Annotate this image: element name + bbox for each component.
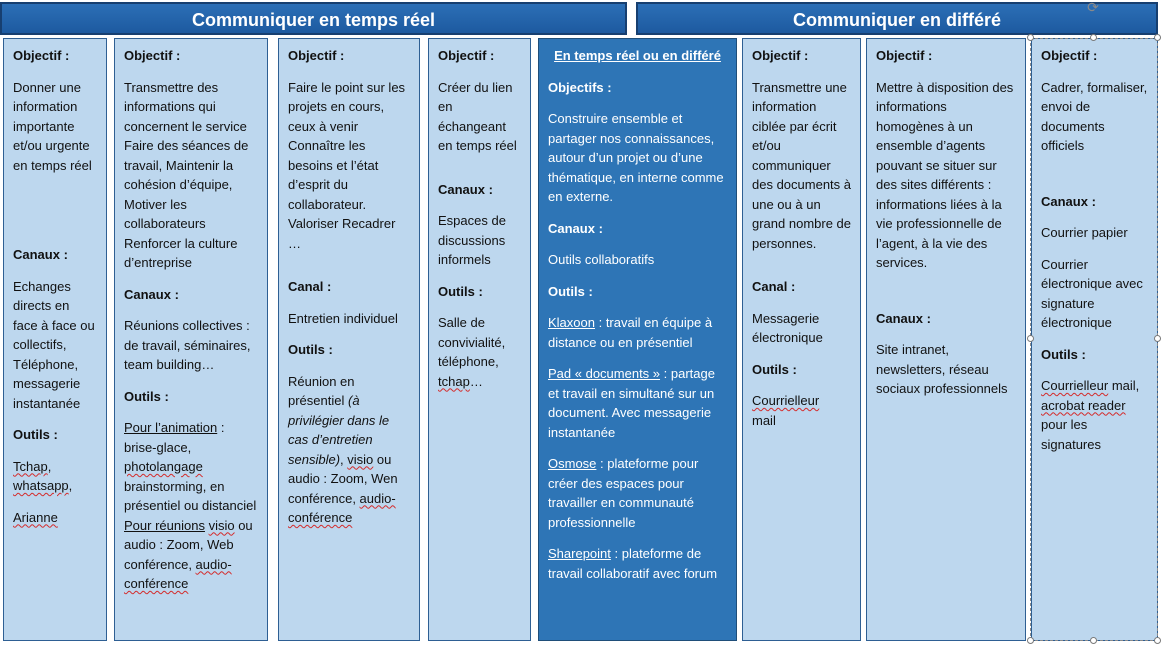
audio-conference-term: audio-conférence	[124, 556, 232, 591]
tool-pad	[548, 364, 727, 442]
resize-handle-top-left[interactable]	[1027, 34, 1034, 41]
klaxoon-text: : travail en équipe à distance ou en présentiel	[548, 315, 713, 350]
deferred-banner: Communiquer en différé	[636, 2, 1158, 35]
objective-text: Transmettre des informations qui concernent le service Faire des séances de travail, Maintenir la cohésion d’équipe, Motiver les collaborateurs Renforcer la culture d’entreprise	[124, 79, 249, 270]
tool-osmose	[548, 454, 727, 532]
tools-label: Outils :	[288, 342, 333, 357]
column-team-meetings	[114, 38, 268, 641]
tools-start: Réunion en présentiel	[288, 373, 355, 408]
acrobat-reader-term: acrobat reader	[1041, 397, 1126, 413]
channels-text: Réunions collectives : de travail, séminaires, team building…	[124, 318, 251, 372]
channels-electronic: Courrier électronique avec signature électronique	[1041, 256, 1143, 330]
channel-text: Entretien individuel	[288, 310, 398, 326]
resize-handle-top[interactable]	[1090, 34, 1097, 41]
channels-text: Outils collaboratifs	[548, 252, 655, 267]
objective-text: Donner une information importante et/ou urgente en temps réel	[13, 79, 92, 173]
tools-text	[752, 391, 851, 430]
objective-label: Objectif :	[13, 48, 70, 63]
tool-arianne: Arianne	[13, 509, 58, 525]
resize-handle-bottom[interactable]	[1090, 637, 1097, 644]
tool-whatsapp: whatsapp	[13, 478, 69, 493]
column-individual-interview	[278, 38, 420, 641]
objective-label: Objectif :	[876, 48, 933, 63]
resize-handle-bottom-left[interactable]	[1027, 637, 1034, 644]
channels-text: Echanges directs en face à face ou collectifs, Téléphone, messagerie instantanée	[13, 278, 95, 411]
visio-term: visio	[208, 517, 235, 533]
tools-label: Outils :	[124, 388, 169, 404]
animation-label: Pour l’animation	[124, 420, 218, 435]
tool-sharepoint	[548, 544, 727, 583]
tchap-term: tchap	[438, 373, 470, 389]
pad-text: : partage et travail en simultané sur un document. Avec messagerie instantanée	[548, 366, 715, 440]
rotate-handle-icon[interactable]: ⟳	[1087, 0, 1099, 15]
channels-text: Espaces de discussions informels	[438, 213, 506, 267]
objective-text: Faire le point sur les projets en cours, ceux à venir Connaître les besoins et l’état d’esprit du collaborateur. Valoriser Recadrer …	[288, 79, 406, 251]
objective-text: Créer du lien en échangeant en temps réel	[438, 79, 517, 153]
meetings-label: Pour réunions	[124, 517, 205, 533]
objective-label: Objectif :	[752, 48, 809, 63]
visio-term: visio	[347, 451, 374, 467]
tools-meetings	[124, 516, 258, 594]
tool-tchap: Tchap	[13, 458, 48, 474]
tools-label: Outils :	[1041, 346, 1086, 362]
tools-text	[438, 313, 521, 391]
column-collaborative	[538, 38, 737, 641]
separator: ,	[47, 458, 52, 474]
tools-label: Outils :	[752, 361, 797, 377]
tools-text	[1041, 376, 1148, 454]
channels-label: Canaux :	[438, 181, 493, 197]
channels-paper: Courrier papier	[1041, 225, 1128, 240]
channels-label: Canaux :	[13, 247, 68, 262]
tool-klaxoon	[548, 313, 727, 352]
animation-text: : brise-glace,	[124, 420, 225, 455]
column-intranet	[866, 38, 1026, 641]
klaxoon-name: Klaxoon	[548, 315, 595, 330]
channel-text: Messagerie électronique	[752, 310, 823, 345]
tools-animation	[124, 418, 258, 516]
objectives-label: Objectifs :	[548, 79, 612, 95]
tools-end: pour les signatures	[1041, 417, 1101, 452]
animation-tail: brainstorming, en présentiel ou distanciel	[124, 478, 257, 513]
resize-handle-right[interactable]	[1154, 335, 1161, 342]
tools-mid: ou audio : Zoom, Wen conférence,	[288, 451, 398, 506]
tools-italic-note: (à privilégier dans le cas d’entretien sensible)	[288, 393, 390, 467]
objective-text: Mettre à disposition des informations homogènes à un ensemble d’agents pouvant se situer sur des sites différents : informations liées à la vie professionnelle de l’agent, à la vie des services.	[876, 79, 1014, 270]
objectives-text: Construire ensemble et partager nos connaissances, autour d’un projet ou d’une thématique, en interne comme en externe.	[548, 111, 724, 204]
column-official-documents[interactable]	[1031, 38, 1158, 641]
resize-handle-left[interactable]	[1027, 335, 1034, 342]
osmose-text: : plateforme pour créer des espaces pour travailler en communauté professionnelle	[548, 456, 699, 530]
tools-label: Outils :	[13, 427, 58, 442]
separator: ,	[340, 451, 348, 467]
tools-mid: mail,	[1108, 378, 1140, 393]
objective-label: Objectif :	[438, 48, 495, 63]
column-informal-link	[428, 38, 531, 641]
channels-label: Canaux :	[1041, 193, 1096, 209]
objective-label: Objectif :	[1041, 48, 1098, 63]
pad-name: Pad « documents »	[548, 366, 661, 381]
channels-label: Canaux :	[876, 310, 931, 326]
tools-start: Salle de convivialité, téléphone,	[438, 315, 506, 369]
objective-text: Cadrer, formaliser, envoi de documents officiels	[1041, 79, 1148, 153]
realtime-banner: Communiquer en temps réel	[0, 2, 627, 35]
channels-label: Canaux :	[124, 286, 179, 302]
audio-conference-term: audio-conférence	[288, 490, 396, 525]
courrielleur-term: Courrielleur	[1041, 378, 1109, 393]
sharepoint-name: Sharepoint	[548, 546, 611, 561]
tools-text	[13, 457, 97, 496]
tools-label: Outils :	[438, 283, 483, 299]
tools-text	[288, 372, 410, 528]
objective-label: Objectif :	[288, 48, 345, 63]
column-realtime-urgent	[3, 38, 107, 641]
meetings-text: ou audio : Zoom, Web conférence,	[124, 517, 253, 572]
tools-label: Outils :	[548, 283, 593, 299]
channels-text: Site intranet, newsletters, réseau sociaux professionnels	[876, 342, 1008, 396]
collaborative-heading: En temps réel ou en différé	[554, 48, 721, 63]
separator: ,	[68, 478, 73, 493]
osmose-name: Osmose	[548, 456, 597, 471]
tools-rest: mail	[752, 412, 776, 428]
photolangage-term: photolangage	[124, 459, 203, 474]
channel-label: Canal :	[752, 279, 796, 294]
courrielleur-term: Courrielleur	[752, 393, 820, 408]
objective-label: Objectif :	[124, 48, 181, 63]
channels-label: Canaux :	[548, 220, 603, 236]
objective-text: Transmettre une information ciblée par écrit et/ou communiquer des documents à une ou à un grand nombre de personnes.	[752, 79, 852, 251]
column-email	[742, 38, 861, 641]
tools-end: …	[469, 373, 483, 389]
channel-label: Canal :	[288, 279, 332, 294]
resize-handle-top-right[interactable]	[1154, 34, 1161, 41]
sharepoint-text: : plateforme de travail collaboratif avec forum	[548, 546, 718, 581]
resize-handle-bottom-right[interactable]	[1154, 637, 1161, 644]
